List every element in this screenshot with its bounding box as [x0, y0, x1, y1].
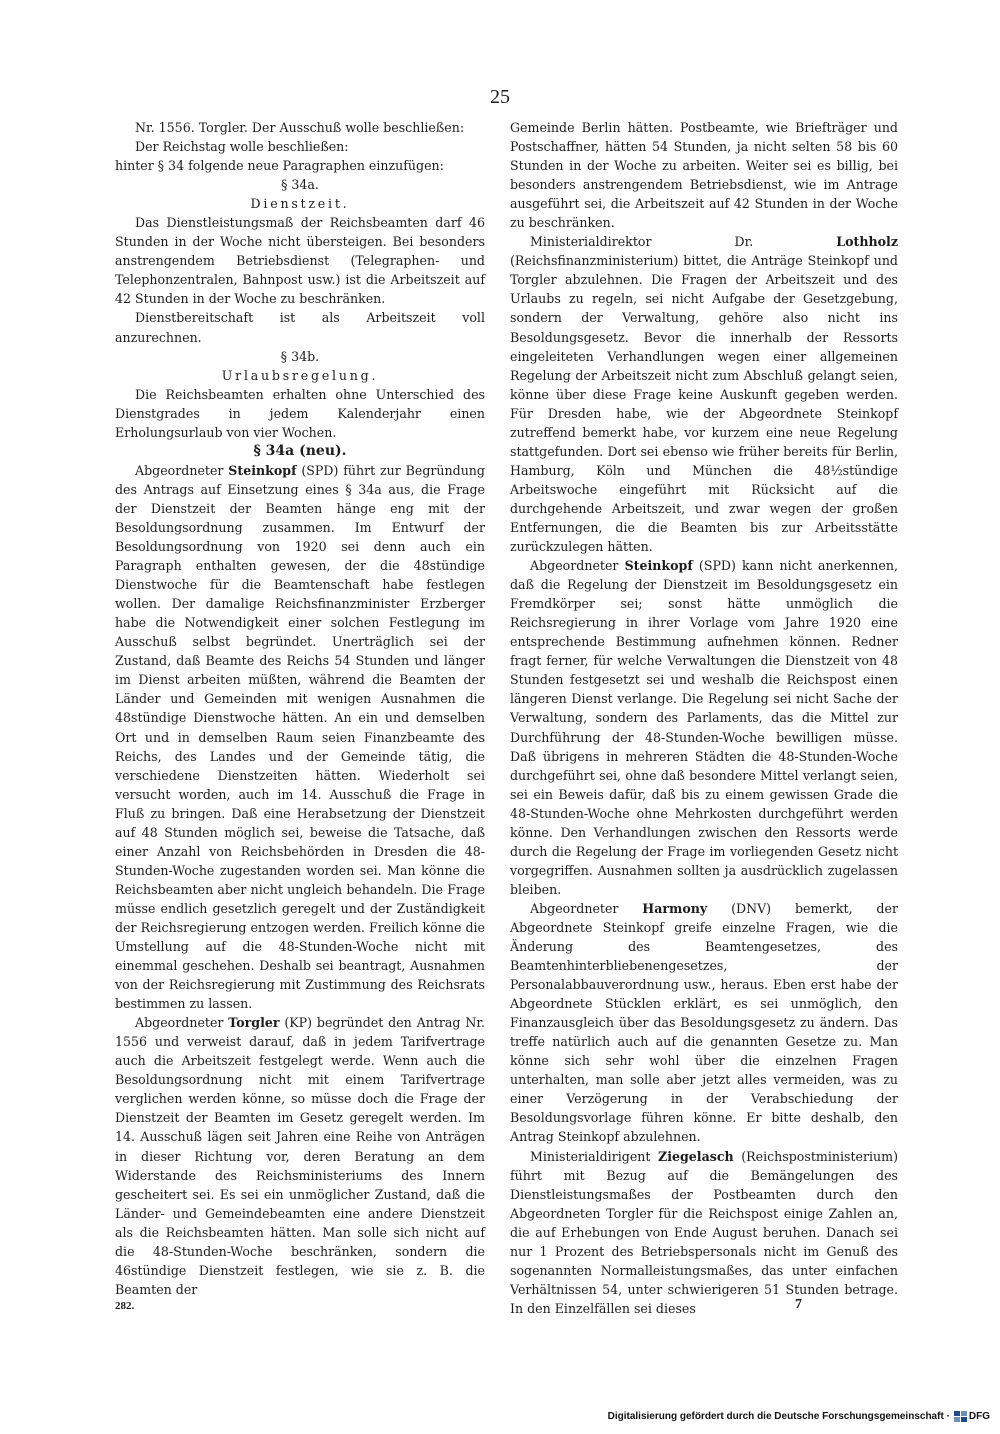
dfg-logo-text: DFG	[968, 1411, 990, 1422]
speaker-title: Abgeordneter	[530, 900, 619, 916]
speaker-name: Lothholz	[836, 234, 898, 250]
speaker-name: Ziegelasch	[658, 1148, 734, 1164]
speech-lothholz	[510, 232, 898, 556]
section-34a-heading: Dienstzeit.	[250, 196, 350, 212]
right-column	[510, 118, 898, 1318]
speech-text: (SPD) führt zur Begründung des Antrags auf Einsetzung eines § 34a aus, die Frage der Dienstzeit der Beamten hänge eng mit der Besoldungsordnung zusammen. Im Entwurf der Besoldungsordnung von 1920 sei denn auch ein Paragraph enthalten gewesen, der die 48stündige Dienstwoche für die Beamtenschaft habe festlegen wollen. Der damalige Reichsfinanzminister Erzberger habe die Notwendigkeit einer solchen Festlegung im Ausschuß selbst begründet. Unerträglich sei der Zustand, daß Beamte des Reichs 54 Stunden und länger im Dienst arbeiten müßten, während die Beamten der Länder und Gemeinden mit wenigen Ausnahmen die 48stündige Dienstwoche hätten. An ein und demselben Ort und in demselben Raum seien Finanzbeamte des Reichs, des Landes und der Gemeinde tätig, die verschiedene Dienstzeiten hätten. Wiederholt sei versucht worden, auch im 14. Ausschuß die Frage in Fluß zu bringen. Daß eine Herabsetzung der Dienstzeit auf 48 Stunden möglich sei, beweise die Tatsache, daß einer Anzahl von Reichsbehörden in Dresden die 48-Stunden-Woche zugestanden worden sei. Man könne die Reichsbeamten aber nicht ungleich behandeln. Die Frage müsse endlich gesetzlich geregelt und der Zuständigkeit der Reichsregierung entzogen werden. Freilich könne die Umstellung auf die 48-Stunden-Woche nicht mit einemmal geschehen. Deshalb sei beantragt, Ausnahmen von der Reichsregierung mit Zustimmung des Reichsrats bestimmen zu lassen.	[115, 462, 485, 1012]
speaker-name: Steinkopf	[228, 462, 297, 478]
speech-text: (DNV) bemerkt, der Abgeordnete Steinkopf greife einzelne Fragen, wie die Änderung des Beamtengesetzes, des Beamtenhinterbliebenengesetzes, der Personalabbauverordnung usw., heraus. Eben erst habe der Abgeordnete Stücklen erklärt, es sei unmöglich, den Finanzausgleich über das Besoldungsgesetz zu ändern. Das treffe natürlich auch auf die genannten Gesetze zu. Man könne sich sehr wohl über die einzelnen Fragen unterhalten, man solle aber jetzt alles vermeiden, was zu einer Verzögerung in der Verabschiedung der Besoldungsvorlage führen könne. Er bitte deshalb, den Antrag Steinkopf abzulehnen.	[510, 900, 898, 1145]
speaker-name: Torgler	[228, 1015, 280, 1031]
speech-torgler	[115, 1013, 485, 1299]
section-34b-para-1: Die Reichsbeamten erhalten ohne Unterschied des Dienstgrades in jedem Kalenderjahr einen Erholungsurlaub von vier Wochen.	[115, 386, 485, 440]
speaker-title: Abgeordneter	[530, 558, 619, 574]
page-number: 25	[490, 86, 510, 108]
digitization-credit	[580, 1411, 990, 1422]
speech-harmony	[510, 899, 898, 1147]
speech-steinkopf-1	[115, 461, 485, 1013]
speaker-name: Steinkopf	[624, 558, 693, 574]
speech-text: (Reichspostministerium) führt mit Bezug auf die Bemängelungen des Dienstleistungsmaßes der Postbeamten durch den Abgeordneten Torgler für die Reichspost einige Zahlen an, die auf Erhebungen von Ende August beruhen. Danach sei nur 1 Prozent des Betriebspersonals nicht im Genuß des sogenannten Normalleistungsmaßes, das unter einfachen Verhältnissen 54, unter schwierigeren 51 Stunden betrage. In den Einzelfällen sei dieses	[510, 1148, 898, 1316]
section-34a-para-2: Dienstbereitschaft ist als Arbeitszeit voll anzurechnen.	[115, 310, 485, 345]
motion-intro: Der Reichstag wolle beschließen:	[135, 139, 349, 155]
section-34a-new-heading: § 34a (neu).	[253, 442, 347, 459]
speaker-name: Harmony	[642, 900, 708, 916]
left-column	[115, 118, 485, 1299]
section-34a-para-1: Das Dienstleistungsmaß der Reichsbeamten darf 46 Stunden in der Woche nicht übersteigen. Bei besonders anstrengendem Betriebsdienst (Telegraphen- und Telephonzentralen, Bahnpost usw.) ist die Arbeitszeit auf 42 Stunden in der Woche zu beschränken.	[115, 215, 485, 307]
section-34b-title: § 34b.	[280, 348, 320, 364]
section-34a-title: § 34a.	[281, 177, 319, 193]
motion-number: Nr. 1556. Torgler. Der Ausschuß wolle beschließen:	[135, 120, 465, 135]
dfg-logo-icon	[954, 1411, 967, 1422]
credit-text: Digitalisierung gefördert durch die Deutsche Forschungsgemeinschaft ·	[607, 1411, 950, 1422]
speech-text: (Reichsfinanzministerium) bittet, die Anträge Steinkopf und Torgler abzulehnen. Die Fragen der Arbeitszeit und des Urlaubs zu regeln, sei nicht Aufgabe der Gesetzgebung, sondern der Verwaltung, gehöre also nicht ins Besoldungsgesetz. Bevor die innerhalb der Ressorts eingeleiteten Verhandlungen wegen einer allgemeinen Regelung der Arbeitszeit nicht zum Abschluß gelangt seien, könne über diese Frage keine Auskunft gegeben werden. Für Dresden habe, wie der Abgeordnete Steinkopf zutreffend bemerkt habe, vor kurzem eine neue Regelung stattgefunden. Dort sei ebenso wie früher bereits für Berlin, Hamburg, Köln und München die 48½stündige Arbeitswoche eingeführt mit Rücksicht auf die durchgehende Arbeitszeit, und zwar wegen der großen Entfernungen, die die Beamten bis zur Arbeitsstätte zurückzulegen hätten.	[510, 253, 898, 555]
speaker-title: Ministerialdirektor Dr.	[530, 234, 754, 250]
speech-text: (SPD) kann nicht anerkennen, daß die Regelung der Dienstzeit im Besoldungsgesetz ein Fremdkörper sei; sonst hätte unmöglich die Reichsregierung in ihrer Vorlage vom Jahre 1920 eine entsprechende Bestimmung aufnehmen können. Redner fragt ferner, für welche Verwaltungen die Dienstzeit von 48 Stunden festgesetzt sei und weshalb die Reichspost einen längeren Dienst verlange. Die Regelung sei nicht Sache der Verwaltung, sondern des Parlaments, das die Mittel zur Durchführung der 48-Stunden-Woche bewilligen müsse. Daß übrigens in mehreren Städten die 48-Stunden-Woche durchgeführt sei, ohne daß besondere Mittel verlangt seien, sei ein Beweis dafür, daß bis zu einem gewissen Grade die 48-Stunden-Woche ohne Mehrkosten durchgeführt werden könne. Den Verhandlungen zwischen den Ressorts werde durch die Regelung der Frage im vorliegenden Gesetz nicht vorgegriffen. Ausnahmen sollten ja ausdrücklich zugelassen bleiben.	[510, 558, 898, 897]
speech-text: (KP) begründet den Antrag Nr. 1556 und verweist darauf, daß in jedem Tarifvertrage auch die Arbeitszeit festgelegt werde. Wenn auch die Besoldungsordnung nicht mit einem Tarifvertrage verglichen werden könne, so müsse doch die Frage der Dienstzeit der Beamten im Gesetz geregelt werden. Im 14. Ausschuß lägen seit Jahren eine Reihe von Anträgen in dieser Richtung vor, deren Beratung an dem Widerstande des Reichsministeriums des Innern gescheitert sei. Es sei ein unmöglicher Zustand, daß die Länder- und Gemeindebeamten eine andere Dienstzeit als die Reichsbeamten hätten. Man solle sich nicht auf die 48-Stunden-Woche beschränken, sondern die 46stündige Dienstzeit festlegen, wie sie z. B. die Beamten der	[115, 1015, 485, 1297]
speech-steinkopf-2	[510, 556, 898, 899]
speech-ziegelasch	[510, 1147, 898, 1318]
sheet-number: 7	[795, 1297, 802, 1312]
sheet-signature: 282.	[115, 1300, 135, 1312]
section-34b-heading: Urlaubsregelung.	[221, 367, 379, 383]
dfg-logo	[954, 1411, 990, 1422]
speech-torgler-continued: Gemeinde Berlin hätten. Postbeamte, wie Briefträger und Postschaffner, hätten 54 Stunden, ja nicht selten 58 bis 60 Stunden in der Woche zu arbeiten. Weiter sei es billig, bei besonders anstrengendem Betriebsdienst, wie im Antrage ausgeführt sei, die Arbeitszeit auf 42 Stunden in der Woche zu beschränken.	[510, 120, 898, 231]
motion-instruction: hinter § 34 folgende neue Paragraphen einzufügen:	[115, 158, 444, 174]
speaker-title: Abgeordneter	[135, 462, 224, 478]
speaker-title: Ministerialdirigent	[530, 1148, 651, 1164]
speaker-title: Abgeordneter	[135, 1015, 224, 1031]
